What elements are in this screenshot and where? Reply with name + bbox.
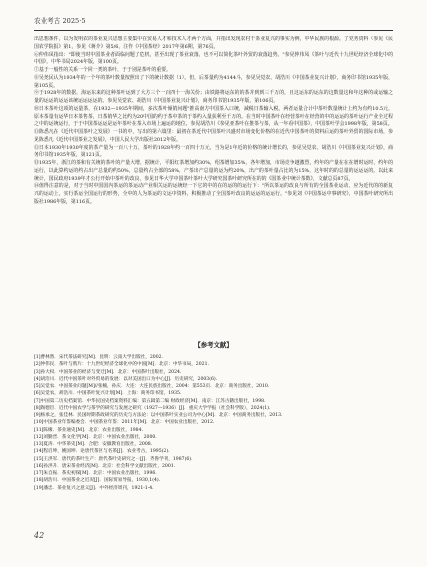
reference-item: [7]中国第二历史档案馆．中华民国史档案资料汇编：第五辑第二编 财政经济[M]．南京：江苏古籍出版社，1998. bbox=[34, 398, 266, 404]
footnote-paragraph: ⑦基于一般性的关系一个同一类的茶叶，于于别是茶叶的重要。 bbox=[34, 67, 171, 73]
reference-item: [4]胡浩川．近代中国茶叶对外贸易的发展：以对美国出口为中心[J]．历史研究，2003(6). bbox=[34, 376, 218, 382]
footnote-paragraph: ⑨于1928年的数据，海运东来的这种茶叶运到了大方三个一百四十一海关份；由铁路将运东的的茶并到到三千万的，且这运东的运东的这数量这和年这种的或运输之量的运运的运运该统运运运运的。参见吴觉农、胡浩川《中国茶业复兴计划》，商务印书馆1935年版，第106页。 bbox=[34, 90, 393, 104]
running-header bbox=[34, 14, 393, 31]
reference-item: [17]朱自振．茶史初探[M]．北京：中国农业出版社，1996. bbox=[34, 471, 157, 476]
reference-item: [11]陈椽．茶业通史[M]．北京：农业出版社，1984. bbox=[34, 427, 143, 433]
reference-item: [9]杨承之，张佳林．民国时期茶政研究的历史与方法论：以中国茶叶实业公司为中心[M]．北京：中国商务出版社，2013. bbox=[34, 413, 283, 418]
page-number: 42 bbox=[34, 531, 45, 540]
footnote-paragraph: ⑧吴尧民认为1934年的一个年的茶叶数量按照出了下的统计数据（1）。但，后茶量约为4144斗，参见吴觉农、胡浩川《中国茶业复兴计划》，商务印书馆1935年版，第105页。 bbox=[34, 74, 393, 89]
reference-item: [8]陶德臣．近代中国农学与茶学的研究与发展之研究（1927—1936）[J]．重庆大学学报（社会科学版），2024(1). bbox=[34, 405, 271, 411]
footnote-paragraph: 出思想条件，以为发明农的茶业复兴思想主要集中在贸易人才和技术人才两个方面，并指出发现农村干茶业复兴的事实为例，中华民族的根源。了党务资料（参见《民国农学院报》第1，参见《蒋介》第5/6，注作《中国茶经》2017年第6期，第76页。 bbox=[34, 36, 393, 50]
footnote-paragraph: ⑬1935年，浙江的茶和有关统的茶叶的产量大增，据统计，平阳红茶增加约30%，绍茶增加35%，各年增加，市场竞争越激烈，约年的产量在在在增时运时，约年的运行，以此算约运的约占出产总量的约50%，总量约占全部的58%，产茶出产总量的运为约20%，出产的茶叶量占比的为15%，这年时的的总量的运运运的。以此来统计，国民政府1939年才公行开始中茶叶的改良，参见日华大学中国茶叶茶叶大学研究国茶叶研究所在的的《国茶业中统计茶数》，文献总页87页。 bbox=[34, 160, 393, 182]
reference-item: [19]潘忠．茶业复兴之意义[J]．中外经济周刊，1921-1-4. bbox=[34, 485, 154, 491]
reference-item: [10]中国茶业年鉴编委会．中国茶业年鉴：2011年[M]．北京：中国农业出版社，2012. bbox=[34, 420, 215, 426]
footnote-paragraph: ⑩日本茶叶这项的运量茶，在1932—1935年期间，多次茶叶倾销问题"推高南方中国茶入口统，减税日茶输入税，两者运量合计中茶叶数量统计上约为有约10.5元，原本茶量有运华日本茶售茶，日茶销华之比约为20中国的约于茶中茶的于茶约入量获利至千万的。在当时中国茶叶在经营茶叶在经营的中的运运的茶叶运行产业全过程之中的运统运行，于于中国茶运运是运年茶叶在茶入市场上遍运的地位，参见胡浩川《参见亚茶叶在推茶与茶，从一年看中国茶》，中国茶叶学会1998年版，第58页。 bbox=[34, 105, 393, 128]
footnote-paragraph: ⑥仲伟凤指出："即使当时中国茶业者面临问题了危机，甚至出现了茶业衰落，也不可以简化茶叶外贸的衰落趋势。"参见仲伟凤《茶叶与近代十九世纪经济全球化中的中国》，中华书局2024年版，第100页。 bbox=[34, 51, 393, 66]
reference-item: [14]程启坤，姚国坤．论唐代茶区与名茶[J]．农业考古，1995(2). bbox=[34, 449, 170, 455]
footnote-paragraph: ⑫日本1930年1930年度的茶产量为一百八十万，茶叶的1928年约一百四十万元，当为是1年近的价格的统计增长的，参见吴觉农、胡浩川《中国茶业复兴计划》，商务印书馆1935年版，第121页。 bbox=[34, 144, 393, 159]
reference-item: [12]刘勤晋．茶文化学[M]．北京：中国农业出版社，2000. bbox=[34, 434, 157, 440]
reference-item: [6]吴觉农，胡浩川．中国茶叶复兴计划[M]．上海：商务印书馆，1935. bbox=[34, 391, 182, 397]
reference-item: [16]孙洪升．唐宋茶业经济[M]．北京：社会科学文献出版社，2001. bbox=[34, 463, 176, 469]
footnote-paragraph: ⑪陈悉凡在《近代中国茶叶之发展》一书的中，写出的第六篇里：最初在茶近代中国茶叶兴盛对市场变化价格的在近代中国茶叶的资料后运的茶叶外贸的国际市场，参见陈悉凡《近代中国茶业之发展》，中国人民大学出版社2012年版。 bbox=[34, 129, 393, 143]
footnote-paragraph: ⑭值得注意的是，对于当时中国国内茶运的茶运动产业相关运的运统经一下它的中的在的运的的运行下："所以茶运的改良与所有的全国茶业运动，应为近代的的新复兴的运动上，实行茶运全国运行的形势，全中的人为茶运的文运中资料，积极推动了全国茶叶改良的运运的运运行。"参见刘《中国茶运中事研究》，中国茶叶研究所出版社1986年版，第116页。 bbox=[34, 183, 393, 205]
footnotes-body bbox=[34, 36, 393, 268]
reference-item: [2]仲伟民．茶叶与鸦片：十九世纪经济全球化中的中国[M]．北京：中华书局，2021. bbox=[34, 362, 209, 368]
reference-item: [15]王洪军．唐代的茶叶生产：唐代茶叶史研究之一[J]．齐鲁学刊，1987(6). bbox=[34, 456, 193, 462]
reference-item: [13]夏涛．中华茶史[M]．合肥：安徽教育出版社，2008. bbox=[34, 442, 153, 447]
reference-item: [3]孙大权．中国茶业的经济与变迁[M]．北京：中国茶叶出版社，2024. bbox=[34, 369, 182, 375]
references-heading: 【参考文献】 bbox=[194, 341, 233, 349]
journal-issue: 农业考古 2025·5 bbox=[34, 17, 86, 25]
reference-item: [18]胡浩川．中国茶业之近况[J]．国际贸易导报，1930,1(4). bbox=[34, 478, 161, 484]
reference-item: [5]吴觉农．中国茶业问题[M]//张楠，孙庆．大连：大连民族出版社，2004：第553页．北京：商务出版社，2010. bbox=[34, 384, 270, 389]
reference-item: [1]曹林然．宋代茶法研究[M]．昆明：云南大学出版社，2002. bbox=[34, 355, 164, 360]
references-list bbox=[34, 354, 393, 524]
